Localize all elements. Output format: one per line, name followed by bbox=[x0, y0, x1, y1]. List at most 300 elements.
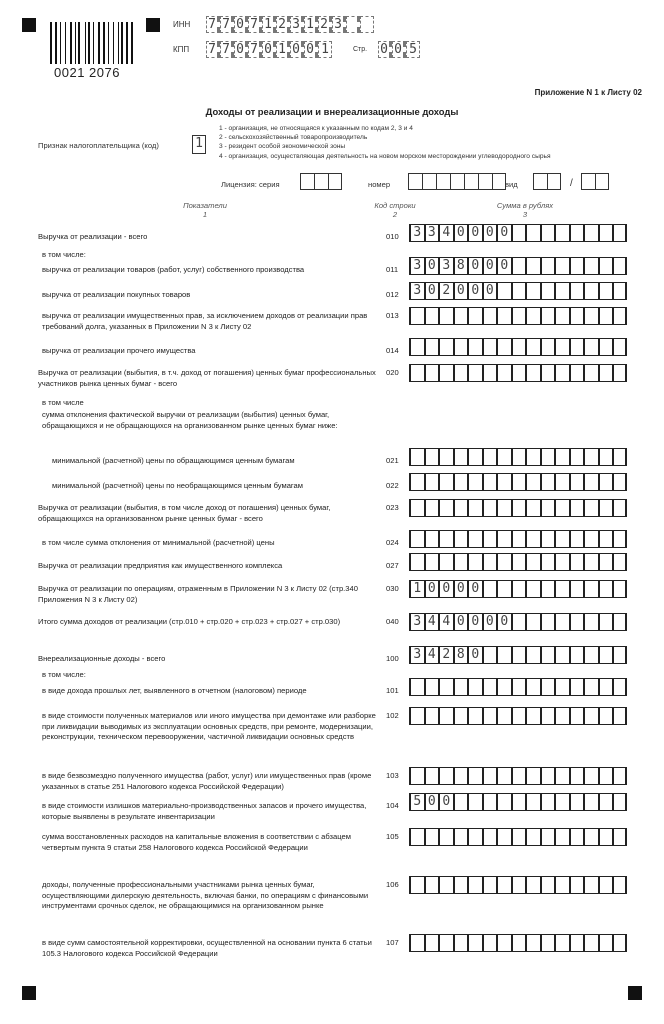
row-sum-digit-box[interactable] bbox=[467, 934, 482, 952]
row-sum-digit-box[interactable] bbox=[453, 678, 468, 696]
row-sum-digit-box[interactable] bbox=[569, 307, 584, 325]
row-sum-digit-box[interactable] bbox=[496, 828, 511, 846]
row-sum-digit-box[interactable] bbox=[482, 793, 497, 811]
row-sum-digit-box[interactable] bbox=[583, 707, 598, 725]
inn-boxes[interactable] bbox=[206, 16, 374, 33]
row-sum-digit-box[interactable] bbox=[511, 793, 526, 811]
row-sum-digit-box[interactable]: 0 bbox=[453, 613, 468, 631]
row-sum-digit-box[interactable] bbox=[612, 767, 627, 785]
inn-digit-box[interactable]: 1 bbox=[262, 16, 276, 33]
row-sum-digit-box[interactable] bbox=[482, 678, 497, 696]
row-sum-digit-box[interactable] bbox=[525, 338, 540, 356]
row-sum-digit-box[interactable] bbox=[525, 499, 540, 517]
row-sum-digit-box[interactable] bbox=[569, 553, 584, 571]
row-sum-digit-box[interactable]: 4 bbox=[438, 613, 453, 631]
row-sum-digit-box[interactable] bbox=[424, 678, 439, 696]
row-sum-digit-box[interactable]: 0 bbox=[438, 580, 453, 598]
row-sum-digit-box[interactable] bbox=[583, 580, 598, 598]
row-sum-digit-box[interactable] bbox=[583, 828, 598, 846]
row-sum-digit-box[interactable] bbox=[525, 934, 540, 952]
row-sum-digit-box[interactable] bbox=[525, 876, 540, 894]
row-sum-digit-box[interactable] bbox=[409, 876, 424, 894]
row-sum-digit-box[interactable]: 0 bbox=[482, 282, 497, 300]
row-sum-digit-box[interactable] bbox=[583, 473, 598, 491]
row-sum-digit-box[interactable]: 3 bbox=[409, 613, 424, 631]
row-sum-boxes[interactable] bbox=[409, 307, 627, 325]
row-sum-digit-box[interactable] bbox=[569, 364, 584, 382]
row-sum-digit-box[interactable] bbox=[424, 473, 439, 491]
row-sum-digit-box[interactable] bbox=[467, 707, 482, 725]
row-sum-digit-box[interactable] bbox=[540, 448, 555, 466]
row-sum-digit-box[interactable] bbox=[554, 448, 569, 466]
row-sum-boxes[interactable] bbox=[409, 257, 627, 275]
row-sum-digit-box[interactable] bbox=[598, 876, 613, 894]
row-sum-digit-box[interactable] bbox=[424, 364, 439, 382]
row-sum-digit-box[interactable] bbox=[424, 448, 439, 466]
row-sum-digit-box[interactable] bbox=[583, 338, 598, 356]
row-sum-digit-box[interactable] bbox=[496, 338, 511, 356]
row-sum-digit-box[interactable] bbox=[496, 282, 511, 300]
row-sum-digit-box[interactable] bbox=[438, 473, 453, 491]
row-sum-digit-box[interactable] bbox=[511, 646, 526, 664]
kpp-digit-box[interactable]: 1 bbox=[276, 41, 290, 58]
row-sum-digit-box[interactable] bbox=[438, 448, 453, 466]
row-sum-digit-box[interactable] bbox=[569, 793, 584, 811]
row-sum-digit-box[interactable] bbox=[496, 707, 511, 725]
row-sum-digit-box[interactable] bbox=[467, 793, 482, 811]
row-sum-digit-box[interactable] bbox=[554, 338, 569, 356]
row-sum-digit-box[interactable] bbox=[409, 499, 424, 517]
row-sum-digit-box[interactable]: 0 bbox=[424, 793, 439, 811]
row-sum-digit-box[interactable] bbox=[598, 793, 613, 811]
row-sum-digit-box[interactable] bbox=[525, 448, 540, 466]
page-digit-box[interactable]: 0 bbox=[378, 41, 392, 58]
row-sum-boxes[interactable] bbox=[409, 338, 627, 356]
row-sum-digit-box[interactable] bbox=[583, 364, 598, 382]
row-sum-digit-box[interactable] bbox=[467, 828, 482, 846]
row-sum-boxes[interactable] bbox=[409, 793, 627, 811]
inn-digit-box[interactable]: 0 bbox=[234, 16, 248, 33]
row-sum-digit-box[interactable] bbox=[554, 530, 569, 548]
row-sum-digit-box[interactable] bbox=[496, 678, 511, 696]
row-sum-digit-box[interactable] bbox=[496, 553, 511, 571]
row-sum-digit-box[interactable] bbox=[583, 307, 598, 325]
inn-digit-box[interactable]: 2 bbox=[276, 16, 290, 33]
page-digit-box[interactable]: 0 bbox=[392, 41, 406, 58]
row-sum-digit-box[interactable] bbox=[554, 613, 569, 631]
row-sum-digit-box[interactable] bbox=[438, 364, 453, 382]
row-sum-boxes[interactable] bbox=[409, 282, 627, 300]
row-sum-digit-box[interactable] bbox=[583, 678, 598, 696]
row-sum-digit-box[interactable]: 4 bbox=[424, 613, 439, 631]
row-sum-digit-box[interactable] bbox=[569, 282, 584, 300]
row-sum-digit-box[interactable] bbox=[569, 678, 584, 696]
row-sum-digit-box[interactable] bbox=[409, 934, 424, 952]
row-sum-digit-box[interactable] bbox=[525, 580, 540, 598]
row-sum-digit-box[interactable] bbox=[540, 707, 555, 725]
inn-digit-box[interactable] bbox=[360, 16, 374, 33]
row-sum-boxes[interactable] bbox=[409, 678, 627, 696]
license-kind-boxes-2[interactable] bbox=[581, 173, 609, 190]
row-sum-digit-box[interactable] bbox=[540, 282, 555, 300]
row-sum-digit-box[interactable] bbox=[438, 499, 453, 517]
row-sum-digit-box[interactable] bbox=[525, 707, 540, 725]
row-sum-digit-box[interactable] bbox=[598, 338, 613, 356]
row-sum-digit-box[interactable] bbox=[598, 553, 613, 571]
row-sum-digit-box[interactable] bbox=[598, 473, 613, 491]
row-sum-digit-box[interactable] bbox=[424, 553, 439, 571]
row-sum-digit-box[interactable] bbox=[467, 553, 482, 571]
row-sum-digit-box[interactable] bbox=[569, 224, 584, 242]
row-sum-digit-box[interactable] bbox=[511, 678, 526, 696]
row-sum-digit-box[interactable] bbox=[438, 530, 453, 548]
row-sum-digit-box[interactable] bbox=[583, 257, 598, 275]
row-sum-boxes[interactable] bbox=[409, 364, 627, 382]
taxpayer-code-box[interactable] bbox=[192, 135, 206, 154]
row-sum-digit-box[interactable] bbox=[511, 553, 526, 571]
row-sum-digit-box[interactable]: 3 bbox=[409, 646, 424, 664]
row-sum-digit-box[interactable] bbox=[438, 828, 453, 846]
row-sum-digit-box[interactable] bbox=[453, 338, 468, 356]
license-number-digit-box[interactable] bbox=[478, 173, 492, 190]
row-sum-digit-box[interactable]: 0 bbox=[424, 257, 439, 275]
row-sum-digit-box[interactable]: 3 bbox=[409, 257, 424, 275]
row-sum-digit-box[interactable] bbox=[612, 793, 627, 811]
row-sum-digit-box[interactable] bbox=[438, 934, 453, 952]
row-sum-digit-box[interactable] bbox=[424, 934, 439, 952]
row-sum-digit-box[interactable]: 0 bbox=[424, 282, 439, 300]
row-sum-digit-box[interactable] bbox=[583, 224, 598, 242]
row-sum-digit-box[interactable] bbox=[438, 678, 453, 696]
row-sum-digit-box[interactable]: 0 bbox=[467, 646, 482, 664]
row-sum-digit-box[interactable] bbox=[511, 473, 526, 491]
row-sum-digit-box[interactable] bbox=[496, 530, 511, 548]
row-sum-digit-box[interactable] bbox=[482, 767, 497, 785]
row-sum-digit-box[interactable] bbox=[438, 876, 453, 894]
row-sum-digit-box[interactable] bbox=[438, 767, 453, 785]
license-series-digit-box[interactable] bbox=[300, 173, 314, 190]
inn-digit-box[interactable]: 7 bbox=[248, 16, 262, 33]
row-sum-digit-box[interactable] bbox=[467, 307, 482, 325]
row-sum-digit-box[interactable] bbox=[496, 364, 511, 382]
row-sum-digit-box[interactable] bbox=[453, 448, 468, 466]
row-sum-digit-box[interactable] bbox=[409, 338, 424, 356]
license-kind-digit-box[interactable] bbox=[547, 173, 561, 190]
row-sum-digit-box[interactable] bbox=[511, 828, 526, 846]
row-sum-digit-box[interactable] bbox=[569, 530, 584, 548]
row-sum-digit-box[interactable]: 0 bbox=[482, 613, 497, 631]
row-sum-digit-box[interactable] bbox=[424, 499, 439, 517]
row-sum-digit-box[interactable] bbox=[409, 307, 424, 325]
row-sum-digit-box[interactable]: 0 bbox=[496, 613, 511, 631]
row-sum-digit-box[interactable] bbox=[453, 473, 468, 491]
row-sum-boxes[interactable] bbox=[409, 613, 627, 631]
row-sum-digit-box[interactable] bbox=[598, 678, 613, 696]
row-sum-digit-box[interactable] bbox=[569, 257, 584, 275]
inn-digit-box[interactable] bbox=[346, 16, 360, 33]
row-sum-digit-box[interactable] bbox=[612, 282, 627, 300]
row-sum-digit-box[interactable] bbox=[569, 828, 584, 846]
row-sum-digit-box[interactable] bbox=[598, 364, 613, 382]
row-sum-digit-box[interactable] bbox=[598, 828, 613, 846]
row-sum-digit-box[interactable] bbox=[569, 499, 584, 517]
row-sum-digit-box[interactable] bbox=[598, 707, 613, 725]
row-sum-digit-box[interactable] bbox=[496, 934, 511, 952]
row-sum-digit-box[interactable]: 8 bbox=[453, 257, 468, 275]
row-sum-digit-box[interactable] bbox=[583, 499, 598, 517]
row-sum-digit-box[interactable] bbox=[511, 580, 526, 598]
row-sum-digit-box[interactable] bbox=[554, 767, 569, 785]
row-sum-digit-box[interactable]: 5 bbox=[409, 793, 424, 811]
row-sum-digit-box[interactable] bbox=[612, 580, 627, 598]
row-sum-digit-box[interactable]: 0 bbox=[467, 282, 482, 300]
row-sum-digit-box[interactable] bbox=[467, 499, 482, 517]
row-sum-digit-box[interactable] bbox=[511, 364, 526, 382]
license-number-digit-box[interactable] bbox=[408, 173, 422, 190]
row-sum-digit-box[interactable] bbox=[612, 364, 627, 382]
row-sum-digit-box[interactable] bbox=[540, 364, 555, 382]
row-sum-digit-box[interactable] bbox=[438, 338, 453, 356]
row-sum-digit-box[interactable] bbox=[409, 448, 424, 466]
row-sum-digit-box[interactable] bbox=[496, 767, 511, 785]
row-sum-digit-box[interactable] bbox=[511, 707, 526, 725]
row-sum-digit-box[interactable] bbox=[525, 364, 540, 382]
row-sum-digit-box[interactable] bbox=[540, 876, 555, 894]
row-sum-digit-box[interactable] bbox=[525, 282, 540, 300]
row-sum-digit-box[interactable] bbox=[511, 613, 526, 631]
row-sum-digit-box[interactable] bbox=[424, 828, 439, 846]
row-sum-digit-box[interactable] bbox=[583, 793, 598, 811]
row-sum-digit-box[interactable] bbox=[424, 876, 439, 894]
license-number-digit-box[interactable] bbox=[436, 173, 450, 190]
row-sum-digit-box[interactable] bbox=[554, 793, 569, 811]
row-sum-boxes[interactable] bbox=[409, 473, 627, 491]
row-sum-digit-box[interactable] bbox=[511, 338, 526, 356]
row-sum-digit-box[interactable]: 0 bbox=[496, 257, 511, 275]
row-sum-digit-box[interactable] bbox=[424, 338, 439, 356]
row-sum-digit-box[interactable] bbox=[612, 257, 627, 275]
row-sum-digit-box[interactable] bbox=[540, 338, 555, 356]
row-sum-digit-box[interactable] bbox=[583, 553, 598, 571]
row-sum-digit-box[interactable] bbox=[467, 678, 482, 696]
row-sum-digit-box[interactable] bbox=[511, 530, 526, 548]
row-sum-digit-box[interactable] bbox=[511, 307, 526, 325]
row-sum-digit-box[interactable] bbox=[525, 678, 540, 696]
row-sum-digit-box[interactable] bbox=[598, 613, 613, 631]
row-sum-digit-box[interactable] bbox=[540, 678, 555, 696]
row-sum-digit-box[interactable] bbox=[482, 448, 497, 466]
row-sum-digit-box[interactable] bbox=[496, 307, 511, 325]
row-sum-digit-box[interactable]: 0 bbox=[467, 580, 482, 598]
row-sum-digit-box[interactable] bbox=[409, 828, 424, 846]
inn-digit-box[interactable]: 7 bbox=[220, 16, 234, 33]
row-sum-digit-box[interactable] bbox=[598, 257, 613, 275]
row-sum-boxes[interactable] bbox=[409, 499, 627, 517]
row-sum-digit-box[interactable] bbox=[583, 282, 598, 300]
row-sum-digit-box[interactable] bbox=[511, 257, 526, 275]
row-sum-digit-box[interactable] bbox=[598, 307, 613, 325]
row-sum-digit-box[interactable] bbox=[482, 934, 497, 952]
license-series-boxes[interactable] bbox=[300, 173, 342, 190]
inn-digit-box[interactable]: 1 bbox=[304, 16, 318, 33]
row-sum-digit-box[interactable] bbox=[511, 448, 526, 466]
row-sum-digit-box[interactable] bbox=[482, 473, 497, 491]
row-sum-digit-box[interactable] bbox=[598, 530, 613, 548]
row-sum-digit-box[interactable] bbox=[540, 828, 555, 846]
row-sum-digit-box[interactable] bbox=[525, 307, 540, 325]
row-sum-digit-box[interactable]: 0 bbox=[496, 224, 511, 242]
row-sum-digit-box[interactable] bbox=[569, 473, 584, 491]
row-sum-digit-box[interactable] bbox=[554, 553, 569, 571]
row-sum-digit-box[interactable] bbox=[540, 580, 555, 598]
row-sum-digit-box[interactable] bbox=[540, 767, 555, 785]
row-sum-boxes[interactable] bbox=[409, 530, 627, 548]
row-sum-digit-box[interactable] bbox=[583, 448, 598, 466]
row-sum-digit-box[interactable] bbox=[583, 613, 598, 631]
row-sum-digit-box[interactable] bbox=[540, 934, 555, 952]
license-number-digit-box[interactable] bbox=[464, 173, 478, 190]
inn-digit-box[interactable]: 3 bbox=[290, 16, 304, 33]
row-sum-digit-box[interactable] bbox=[525, 473, 540, 491]
row-sum-digit-box[interactable]: 0 bbox=[453, 224, 468, 242]
row-sum-digit-box[interactable] bbox=[540, 307, 555, 325]
row-sum-digit-box[interactable] bbox=[496, 499, 511, 517]
row-sum-digit-box[interactable] bbox=[554, 282, 569, 300]
row-sum-digit-box[interactable] bbox=[612, 530, 627, 548]
row-sum-digit-box[interactable]: 0 bbox=[467, 224, 482, 242]
row-sum-digit-box[interactable]: 0 bbox=[482, 224, 497, 242]
row-sum-digit-box[interactable] bbox=[424, 767, 439, 785]
row-sum-digit-box[interactable] bbox=[554, 257, 569, 275]
row-sum-boxes[interactable] bbox=[409, 580, 627, 598]
row-sum-digit-box[interactable]: 0 bbox=[467, 613, 482, 631]
row-sum-digit-box[interactable] bbox=[540, 613, 555, 631]
row-sum-digit-box[interactable] bbox=[525, 646, 540, 664]
row-sum-digit-box[interactable] bbox=[612, 307, 627, 325]
row-sum-digit-box[interactable] bbox=[540, 257, 555, 275]
row-sum-digit-box[interactable] bbox=[540, 499, 555, 517]
row-sum-digit-box[interactable] bbox=[511, 282, 526, 300]
row-sum-boxes[interactable] bbox=[409, 876, 627, 894]
row-sum-digit-box[interactable] bbox=[598, 646, 613, 664]
row-sum-digit-box[interactable] bbox=[569, 767, 584, 785]
row-sum-digit-box[interactable] bbox=[453, 530, 468, 548]
row-sum-digit-box[interactable] bbox=[525, 613, 540, 631]
row-sum-digit-box[interactable] bbox=[496, 580, 511, 598]
row-sum-digit-box[interactable]: 0 bbox=[424, 580, 439, 598]
row-sum-digit-box[interactable] bbox=[453, 364, 468, 382]
row-sum-digit-box[interactable]: 2 bbox=[438, 646, 453, 664]
license-series-digit-box[interactable] bbox=[328, 173, 342, 190]
row-sum-digit-box[interactable] bbox=[409, 707, 424, 725]
row-sum-digit-box[interactable] bbox=[482, 364, 497, 382]
row-sum-digit-box[interactable] bbox=[554, 646, 569, 664]
row-sum-digit-box[interactable] bbox=[598, 580, 613, 598]
row-sum-digit-box[interactable]: 1 bbox=[409, 580, 424, 598]
row-sum-digit-box[interactable] bbox=[424, 530, 439, 548]
row-sum-digit-box[interactable]: 3 bbox=[438, 257, 453, 275]
row-sum-digit-box[interactable] bbox=[612, 876, 627, 894]
inn-digit-box[interactable]: 3 bbox=[332, 16, 346, 33]
row-sum-digit-box[interactable] bbox=[496, 448, 511, 466]
row-sum-digit-box[interactable] bbox=[467, 473, 482, 491]
inn-digit-box[interactable]: 2 bbox=[318, 16, 332, 33]
kpp-digit-box[interactable]: 0 bbox=[262, 41, 276, 58]
row-sum-digit-box[interactable] bbox=[583, 767, 598, 785]
row-sum-digit-box[interactable] bbox=[612, 678, 627, 696]
license-kind-boxes[interactable] bbox=[533, 173, 561, 190]
row-sum-digit-box[interactable] bbox=[540, 473, 555, 491]
row-sum-digit-box[interactable]: 0 bbox=[438, 793, 453, 811]
row-sum-digit-box[interactable] bbox=[424, 707, 439, 725]
row-sum-digit-box[interactable] bbox=[467, 338, 482, 356]
row-sum-digit-box[interactable]: 0 bbox=[482, 257, 497, 275]
row-sum-digit-box[interactable] bbox=[569, 613, 584, 631]
row-sum-digit-box[interactable] bbox=[583, 934, 598, 952]
row-sum-digit-box[interactable] bbox=[496, 646, 511, 664]
row-sum-digit-box[interactable] bbox=[525, 224, 540, 242]
row-sum-digit-box[interactable] bbox=[569, 338, 584, 356]
row-sum-digit-box[interactable] bbox=[569, 934, 584, 952]
row-sum-digit-box[interactable] bbox=[525, 257, 540, 275]
row-sum-digit-box[interactable] bbox=[467, 876, 482, 894]
row-sum-digit-box[interactable] bbox=[598, 448, 613, 466]
row-sum-digit-box[interactable]: 3 bbox=[424, 224, 439, 242]
license-number-digit-box[interactable] bbox=[422, 173, 436, 190]
row-sum-digit-box[interactable]: 0 bbox=[467, 257, 482, 275]
row-sum-digit-box[interactable] bbox=[511, 876, 526, 894]
row-sum-digit-box[interactable] bbox=[612, 473, 627, 491]
row-sum-digit-box[interactable] bbox=[540, 224, 555, 242]
row-sum-digit-box[interactable] bbox=[453, 707, 468, 725]
row-sum-digit-box[interactable] bbox=[453, 934, 468, 952]
row-sum-digit-box[interactable] bbox=[612, 553, 627, 571]
row-sum-digit-box[interactable] bbox=[482, 707, 497, 725]
row-sum-boxes[interactable] bbox=[409, 448, 627, 466]
page-digit-box[interactable]: 5 bbox=[406, 41, 420, 58]
row-sum-boxes[interactable] bbox=[409, 767, 627, 785]
row-sum-digit-box[interactable] bbox=[598, 767, 613, 785]
row-sum-digit-box[interactable]: 2 bbox=[438, 282, 453, 300]
row-sum-digit-box[interactable] bbox=[453, 553, 468, 571]
row-sum-digit-box[interactable] bbox=[482, 553, 497, 571]
row-sum-digit-box[interactable] bbox=[409, 530, 424, 548]
row-sum-digit-box[interactable] bbox=[467, 530, 482, 548]
row-sum-digit-box[interactable] bbox=[453, 307, 468, 325]
row-sum-boxes[interactable] bbox=[409, 828, 627, 846]
license-series-digit-box[interactable] bbox=[314, 173, 328, 190]
row-sum-digit-box[interactable] bbox=[554, 678, 569, 696]
license-number-digit-box[interactable] bbox=[450, 173, 464, 190]
row-sum-digit-box[interactable] bbox=[598, 934, 613, 952]
row-sum-digit-box[interactable] bbox=[612, 224, 627, 242]
row-sum-digit-box[interactable] bbox=[525, 767, 540, 785]
row-sum-digit-box[interactable] bbox=[409, 767, 424, 785]
row-sum-digit-box[interactable] bbox=[467, 767, 482, 785]
row-sum-digit-box[interactable] bbox=[409, 553, 424, 571]
kpp-digit-box[interactable]: 0 bbox=[290, 41, 304, 58]
row-sum-digit-box[interactable]: 3 bbox=[409, 224, 424, 242]
kpp-digit-box[interactable]: 0 bbox=[304, 41, 318, 58]
row-sum-digit-box[interactable] bbox=[583, 876, 598, 894]
row-sum-digit-box[interactable] bbox=[482, 530, 497, 548]
row-sum-digit-box[interactable] bbox=[453, 793, 468, 811]
license-kind-digit-box[interactable] bbox=[581, 173, 595, 190]
row-sum-digit-box[interactable] bbox=[612, 448, 627, 466]
row-sum-digit-box[interactable] bbox=[612, 646, 627, 664]
row-sum-digit-box[interactable] bbox=[612, 338, 627, 356]
row-sum-digit-box[interactable] bbox=[554, 707, 569, 725]
